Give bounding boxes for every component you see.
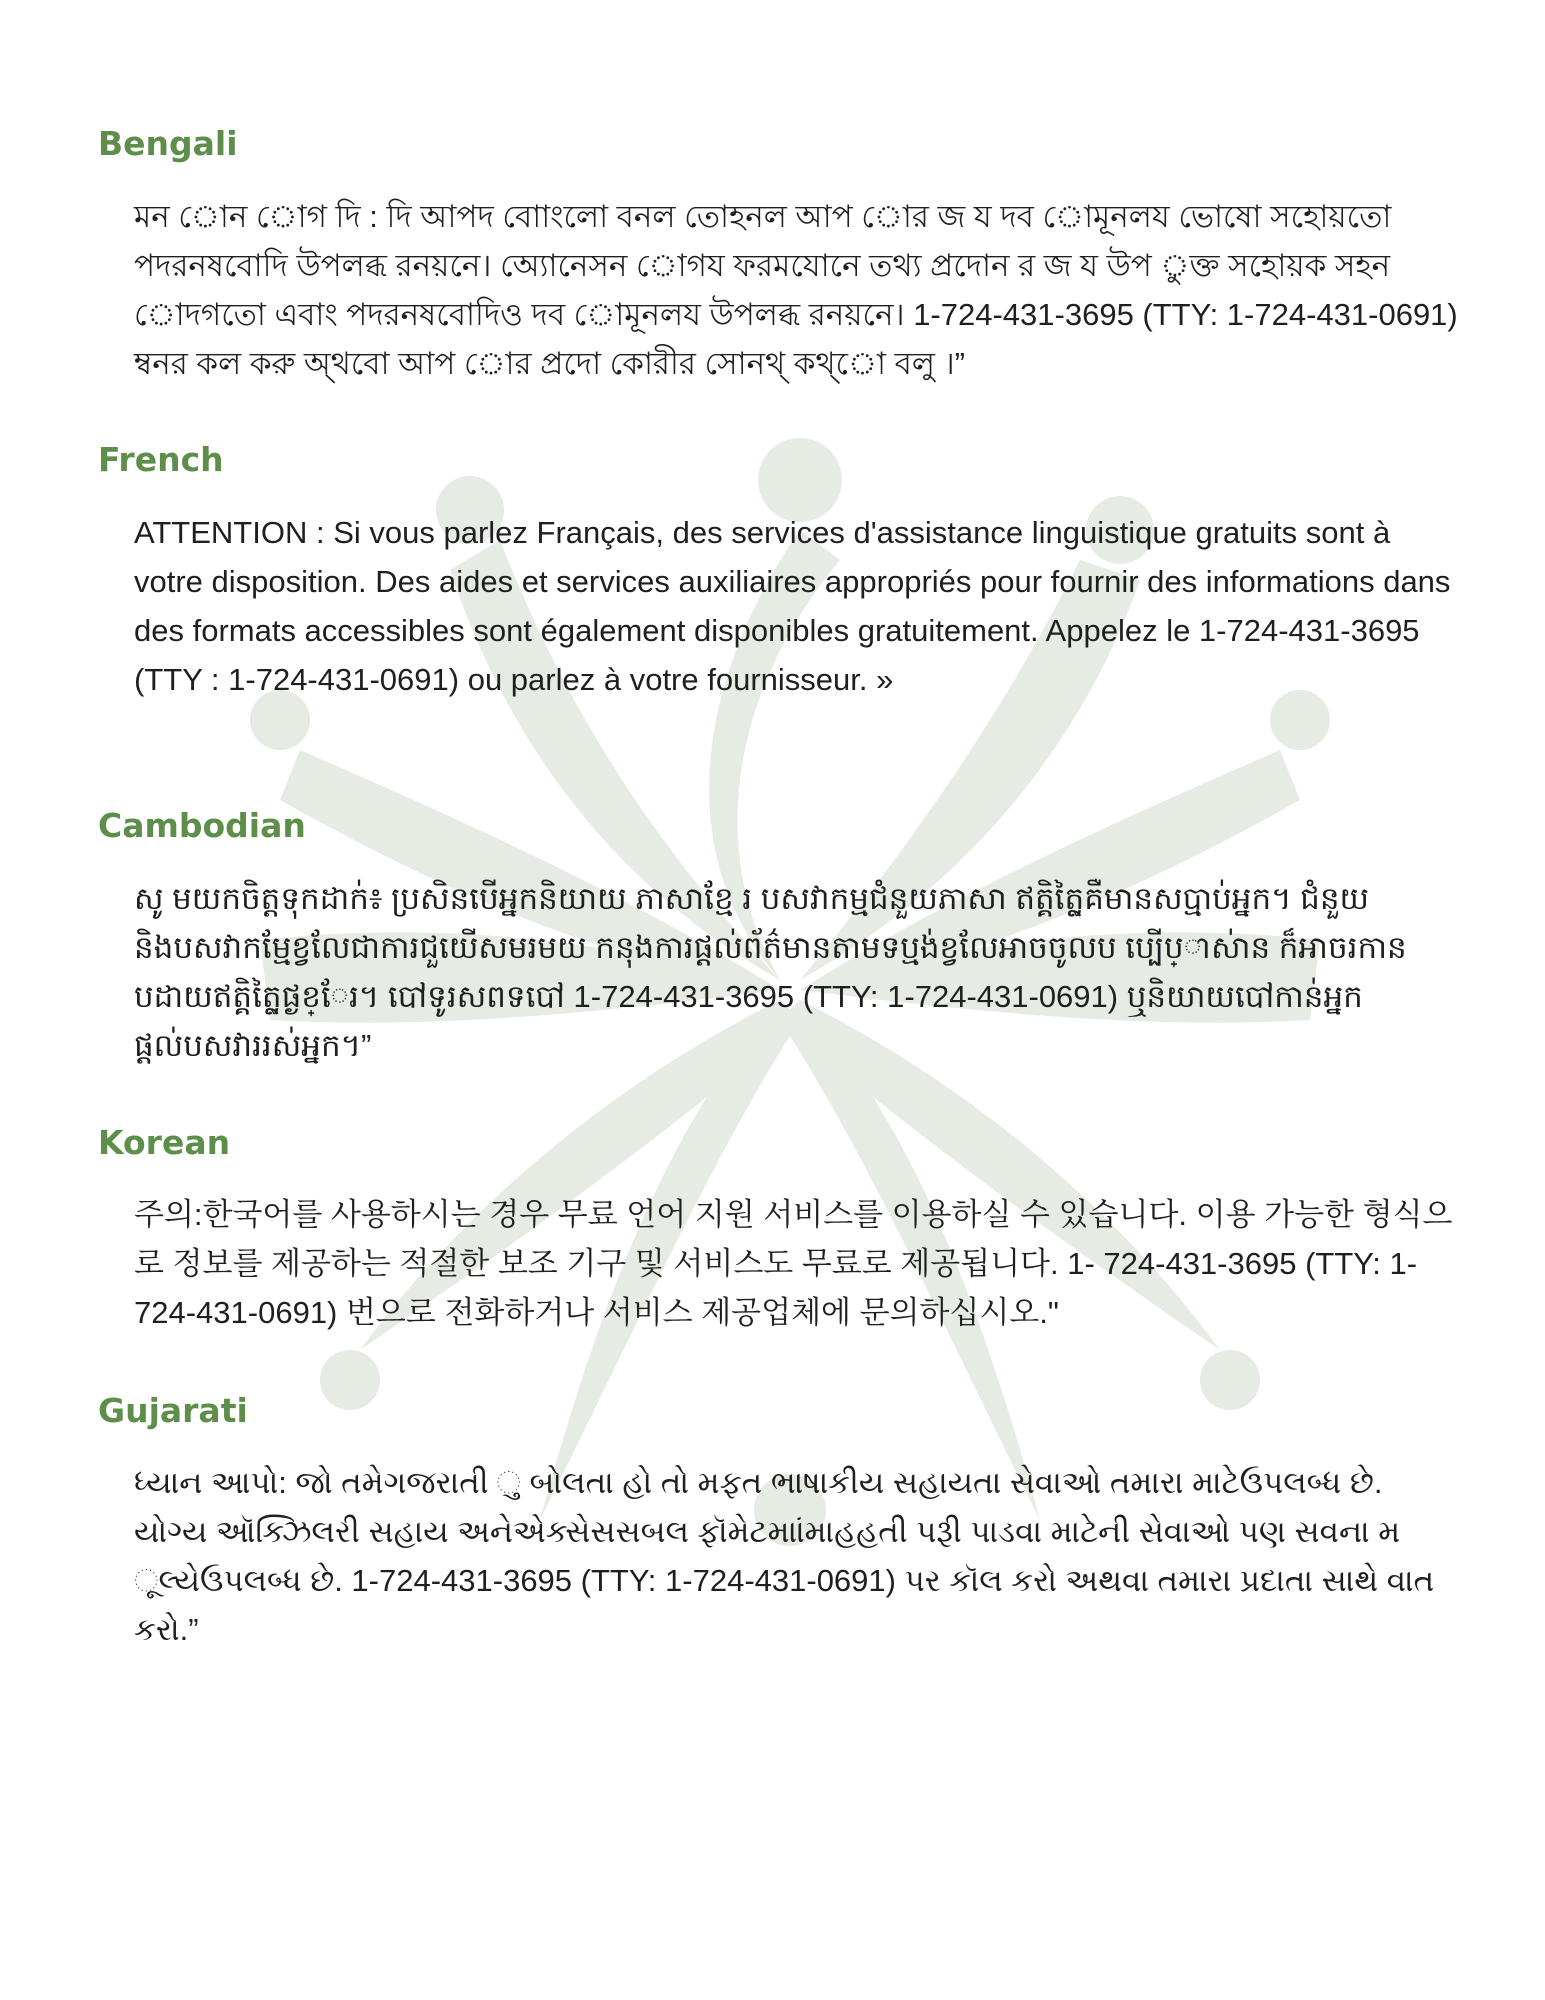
section-heading: Cambodian: [98, 806, 306, 845]
section-heading: French: [98, 440, 224, 479]
section-heading: Gujarati: [98, 1391, 248, 1430]
section-body: ધ્યાન આપો: જો તમેગજરાતી ુ બોલતા હો તો મફત ભાષાકીય સહાયતા સેવાઓ તમારા માટેઉપલબ્ધ છે. યોગ્ય ઑક્ઝિલરી સહાય અનેએક્સેસસબલ ફૉમેટમાાંમાહહતી પરૂી પાડવા માટેની સેવાઓ પણ સવના મ ૂલ્યેઉપલબ્ધ છે. 1-724-431-3695 (TTY: 1-724-431-0691) પર કૉલ કરો અથવા તમારા પ્રદાતા સાથે વાત કરો.”: [134, 1465, 1435, 1647]
section-body: মন োন োগ দি : দি আপদ বোাংলো বনল তোহনল আপ োর জ য দব োমূনলয ভোষো সহোয়তো পদরনষবোদি উপলব্ধ রনয়নে। অ্যোনেসন োগয ফরমযোনে তথ্য প্রদোন র জ য উপ ুক্ত সহোয়ক সহন োদগতো এবাং পদরনষবোদিও দব োমূনলয উপলব্ধ রনয়নে। 1-724-431-3695 (TTY: 1-724-431-0691) ম্বনর কল করু অ্থবো আপ োর প্রদো কোরীর সোনথ্ কথ্ো বলু ।”: [134, 199, 1458, 381]
section-body: ATTENTION : Si vous parlez Français, des services d'assistance linguistique gratuits sont à votre disposition. Des aides et services auxiliaires appropriés pour fournir des informations dans des formats accessibles sont également disponibles gratuitement. Appelez le 1-724-431-3695 (TTY : 1-724-431-0691) ou parlez à votre fournisseur. »: [134, 515, 1451, 697]
section-heading: Bengali: [98, 124, 238, 163]
section-body: 주의:한국어를 사용하시는 경우 무료 언어 지원 서비스를 이용하실 수 있습니다. 이용 가능한 형식으로 정보를 제공하는 적절한 보조 기구 및 서비스도 무료로 제공됩니다. 1- 724-431-3695 (TTY: 1-724-431-0691) 번으로 전화하거나 서비스 제공업체에 문의하십시오.": [134, 1197, 1453, 1330]
section-heading: Korean: [98, 1123, 231, 1162]
section-body: សូ មយកចិត្តទុកដាក់៖ ប្រសិនបើអ្នកនិយាយ ភាសាខ្មែ រ បសវាកម្មជំនួយភាសា ឥត្គិត្ថ្លៃគឺមានសប្មាប់អ្នក។ ជំនួយ និងបសវាកម្មែខ្វលែជាការជួយើសមរមយ កនុងការផ្តល់ព័ត៌មានតាមទប្មង់ខ្វលែអាចចូលប ប្បើប្ាស់ាន ក៏អាចរកាន បដាយឥត្គិត្ថ្លៃផ្ងខ្ែរ។ បៅទូរសពទបៅ 1-724-431-3695 (TTY: 1-724-431-0691) ឬនិយាយបៅកាន់អ្នកផ្តល់បសវាររស់អ្នក។”: [134, 881, 1407, 1063]
